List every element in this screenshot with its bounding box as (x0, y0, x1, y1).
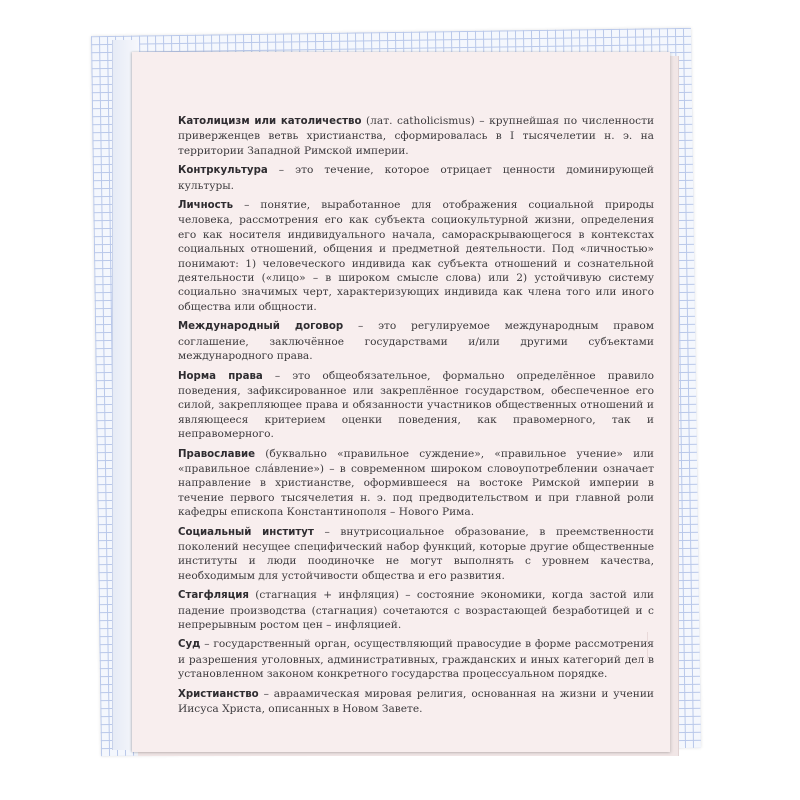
entry-definition: – государственный орган, осуществляющий правосудие в форме рассмотрения и разрешения уголовных, административных, гражданских и иных категорий дел в установленном законом конкретного государства процессуальном порядке. (178, 638, 654, 681)
entry-definition: – авраамическая мировая религия, основанная на жизни и учении Иисуса Христа, описанных в Новом Завете. (178, 687, 654, 716)
glossary-entry-personality (178, 198, 654, 314)
entry-term: Православие (178, 448, 256, 460)
entry-definition: – это течение, которое отрицает ценности доминирующей культуры. (178, 164, 654, 192)
entry-definition: – это регулируемое международным правом соглашение, заключённое государствами и/или другими субъектами международного права. (178, 320, 654, 363)
glossary-entry-stagflation (178, 588, 654, 632)
page-crease (647, 632, 662, 662)
glossary-page (132, 52, 670, 752)
entry-term: Контркультура (178, 165, 268, 177)
glossary-entry-christianity (178, 687, 654, 717)
entry-definition: (стагнация + инфляция) – состояние экономики, когда застой или падение производства (стагнация) сочетаются с возрастающей безработицей и с непрерывным ростом цен – инфляцией. (178, 589, 654, 631)
entry-term: Суд (178, 639, 201, 651)
entry-term: Социальный институт (178, 526, 314, 538)
entry-term: Католицизм или католичество (178, 116, 362, 127)
glossary-entry-orthodoxy (178, 447, 654, 520)
entry-definition: – понятие, выработанное для отображения социальной природы человека, рассмотрения его как субъекта социокультурной жизни, определения его как носителя индивидуального начала, самораскрывающегося в контекстах социальных отношений, общения и предметной деятельности. Под «личностью» понимают: 1) человеческого индивида как субъекта отношений и сознательной деятельности («лицо» – в широком смысле слова) или 2) устойчивую систему социально значимых черт, характеризующих индивида как члена того или иного общества или общности. (178, 199, 654, 313)
entry-definition: (лат. catholicismus) – крупнейшая по численности приверженцев ветвь христианства, сформировалась в I тысячелетии н. э. на территории Западной Римской империи. (178, 115, 654, 157)
entry-definition: – это общеобязательное, формально определённое правило поведения, зафиксированное или закреплённое государством, обеспеченное его силой, закрепляющее права и обязанности участников общественных отношений и являющееся критерием оценки поведения, как правомерного, так и неправомерного. (178, 369, 655, 441)
entry-term: Норма права (178, 370, 263, 382)
entry-term: Личность (178, 200, 234, 212)
glossary-content (178, 114, 654, 721)
glossary-entry-international-treaty (178, 319, 654, 363)
glossary-entry-court (178, 637, 654, 681)
glossary-entry-counterculture (178, 163, 654, 193)
entry-term: Международный договор (178, 321, 344, 333)
entry-definition: (буквально «правильное суждение», «правильное учение» или «правильное сла́вление») – в современном широком словоупотреблении означает направление в христианстве, оформившееся на востоке Римской империи в течение первого тысячелетия н. э. под предводительством и при главной роли кафедры епископа Константинополя – Нового Рима. (178, 447, 654, 519)
glossary-entry-legal-norm (178, 369, 654, 442)
glossary-entry-catholicism (178, 114, 654, 158)
entry-definition: – внутрисоциальное образование, в преемственности поколений несущее специфический набор функций, которые другие общественные институты и люди поодиночке не могут выполнять с уровнем качества, необходимым для устойчивости общества и его развития. (178, 525, 654, 582)
glossary-entry-social-institution (178, 525, 654, 584)
entry-term: Стагфляция (178, 590, 249, 602)
entry-term: Христианство (178, 688, 259, 700)
